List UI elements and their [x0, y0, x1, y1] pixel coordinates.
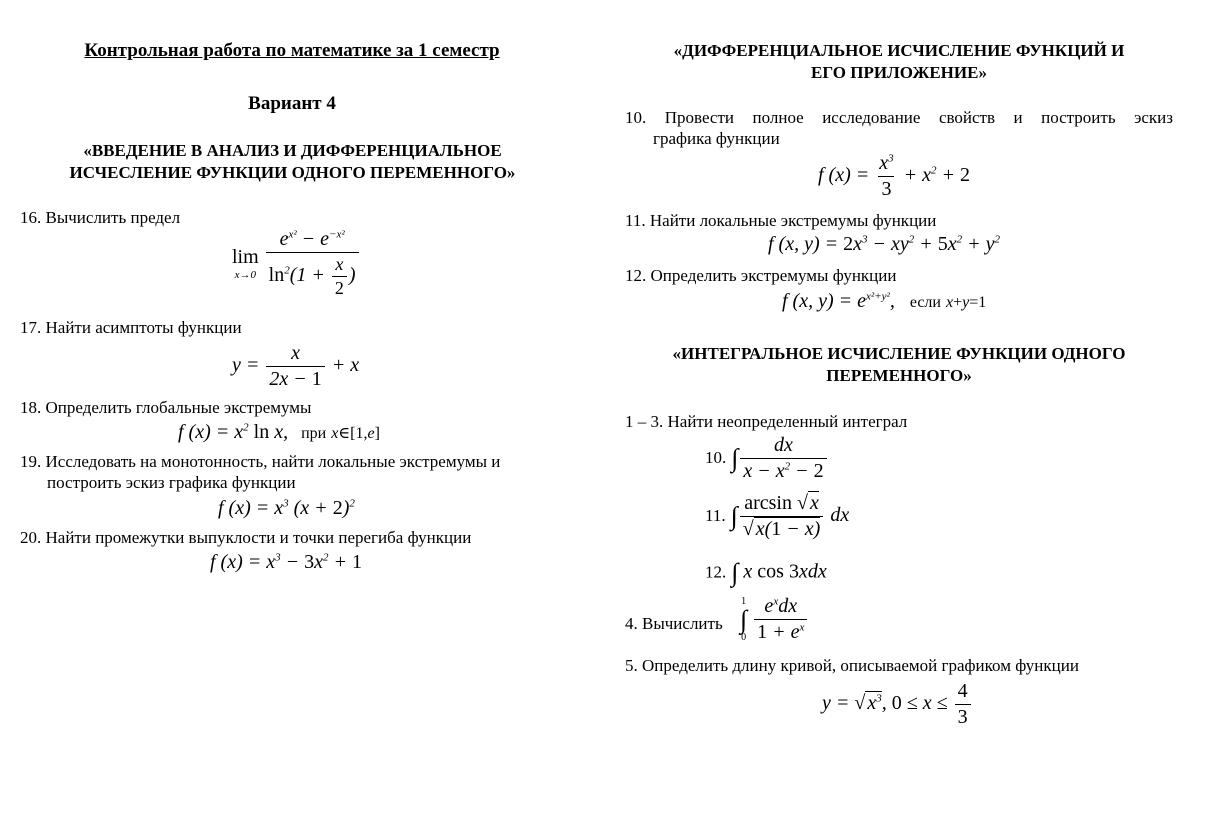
formula-conditional-extrema: f (x, $y) = e^{x^2+y^2}$, если x+y=1: [782, 290, 987, 312]
task-4-text: 4. Вычислить: [625, 614, 723, 633]
task-19-text: [20, 451, 568, 493]
integral-number: 11.: [705, 506, 726, 526]
section-heading-line: «ВВЕДЕНИЕ В АНАЛИЗ И ДИФФЕРЕНЦИАЛЬНОЕ: [83, 141, 502, 160]
task-20-text: 20. Найти промежутки выпуклости и точки перегиба функции: [20, 528, 472, 547]
formula-convexity: f $(x) = x^3 - 3x^2 + 1$: [210, 551, 363, 573]
integral-12: 12. ∫ x cos 3xdx: [705, 558, 827, 587]
formula-local-extrema: f (x, $y) = 2x^3 - xy^2 + 5x^2 + y^2$: [768, 233, 1001, 255]
task-17-text: 17. Найти асимптоты функции: [20, 318, 242, 337]
task-11-text: 11. Найти локальные экстремумы функции: [625, 211, 937, 230]
page-title: Контрольная работа по математике за 1 семестр: [84, 40, 500, 61]
task-10-line: 10. Провести полное исследование свойств и построить эскиз: [625, 108, 1173, 127]
section-heading-integral: [625, 343, 1173, 387]
task-12-text: 12. Определить экстремумы функции: [625, 266, 897, 285]
variant-heading: Вариант 4: [248, 93, 336, 114]
section-heading-line: ПЕРЕМЕННОГО»: [826, 366, 972, 385]
task-18-text: 18. Определить глобальные экстремумы: [20, 398, 312, 417]
condition-label: если: [909, 294, 941, 311]
task-10-text: [625, 107, 1173, 149]
integral-11: 11. ∫ $\frac{\arcsin √ x}{√ x(1 - x)}$ dx: [705, 492, 850, 540]
task-10-line: графика функции: [653, 129, 780, 148]
integral-10: 10. ∫ $\frac{dx}{x - x^2 - 2}$: [705, 434, 829, 483]
section-heading-line: ИСЧЕСЛЕНИЕ ФУНКЦИИ ОДНОГО ПЕРЕМЕННОГО»: [69, 163, 516, 182]
formula-curve-length: y = √ $x^3$, 0 ≤ x ≤ $\frac{4}{3}$: [822, 680, 973, 729]
task-5-text: 5. Определить длину кривой, описываемой графиком функции: [625, 656, 1079, 675]
integral-number: 12.: [705, 562, 727, 582]
formula-global-extrema: f $(x) = x^2$ ln x, при x∈[1,e]: [178, 421, 380, 443]
section-heading-line: ЕГО ПРИЛОЖЕНИЕ»: [811, 63, 987, 82]
formula-asymptote: y = $\frac{x}{2x - 1}$ + x: [232, 342, 360, 390]
section-heading-line: «ИНТЕГРАЛЬНОЕ ИСЧИСЛЕНИЕ ФУНКЦИИ ОДНОГО: [672, 344, 1126, 363]
task-19-line: 19. Исследовать на монотонность, найти локальные экстремумы и: [20, 452, 501, 471]
task-16-text: 16. Вычислить предел: [20, 208, 181, 227]
section-heading-line: «ДИФФЕРЕНЦИАЛЬНОЕ ИСЧИСЛЕНИЕ ФУНКЦИЙ И: [673, 41, 1125, 60]
formula-full-investigation: f (x) = $\frac{x^3}{3}$ + $x^2 + 2$: [818, 152, 971, 200]
task-19-line: построить эскиз графика функции: [47, 473, 296, 492]
formula-definite-integral: 1 ∫ 0 $\frac{e^xdx}{1 + e^x}$: [740, 595, 809, 644]
integral-number: 10.: [705, 448, 727, 468]
condition-label: при: [301, 425, 327, 442]
section-heading-intro: [20, 140, 565, 184]
formula-monotonic: f $(x) = x^3$ $(x + 2)^2$: [218, 497, 355, 519]
section-heading-differential: [625, 40, 1173, 84]
formula-limit: lim x→0 $e^{x^2} - e^{-x^2}$ $\ln^2(1$ + $\frac{x}{2}$ ): [232, 228, 361, 299]
task-1-3-text: 1 – 3. Найти неопределенный интеграл: [625, 412, 908, 431]
